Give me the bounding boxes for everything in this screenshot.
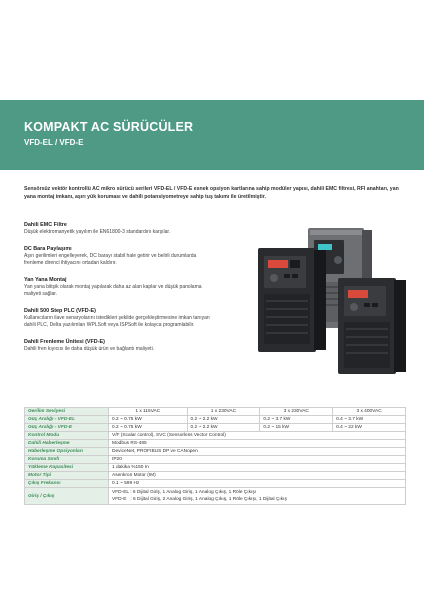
title-banner [0,100,424,170]
spec-label: Gerilim Seviyesi [25,408,109,416]
spec-cell: 0.2 ~ 0.75 kW [109,416,188,424]
feature-side-by-side [24,277,224,298]
spec-cell: 1 x 115VAC [109,408,188,416]
spec-label: Haberleşme Opsiyonları [25,448,109,456]
spec-label: Çıkış Frekansı [25,480,109,488]
feature-text: dahili PLC, Delta yazılımları WPLSoft veya ISPSoft ile kolayca programlabilir. [24,322,195,328]
feature-title: Dahili 500 Step PLC (VFD-E) [24,308,96,314]
spec-cell: 0.2 ~ 0.75 kW [109,424,188,432]
feature-text: Düşük elektromanyetik yayılım ile EN61800-3 standardını karşılar. [24,229,171,235]
table-row [25,432,406,440]
feature-text: Yan yana bitişik olarak montaj yapılarak daha az alan kaplar ve düşük panolama [24,284,202,290]
spec-label: Giriş / Çıkış [25,488,109,505]
spec-cell: 1 x 230VAC [187,408,260,416]
io-line-vfd-e: VFD-E : 6 Dijital Giriş, 2 Analog Giriş, 1 Analog Çıkış, 1 Röle Çıkışı, 1 Dijital Çıkış [112,497,287,502]
table-row [25,456,406,464]
spec-value: IP20 [109,456,406,464]
feature-title: DC Bara Paylaşımı [24,246,72,252]
spec-cell: 0.2 ~ 2.2 kW [187,416,260,424]
feature-text: Dahili fren kıyıcısı ile daha düşük ürün ve bağlantı maliyeti. [24,346,155,352]
table-row [25,464,406,472]
io-line-vfd-el: VFD-EL : 6 Dijital Giriş, 1 Analog Giriş, 1 Analog Çıkış, 1 Röle Çıkışı [112,490,257,495]
spec-cell: 0.2 ~ 2.2 kW [187,424,260,432]
spec-label: Kontrol Modu [25,432,109,440]
table-row [25,416,406,424]
feature-plc [24,308,224,329]
spec-cell: 0.2 ~ 15 kW [260,424,333,432]
spec-value: V/F (Scalar control), SVC (Sensorless Vector Control) [109,432,406,440]
feature-title: Dahili Frenleme Ünitesi (VFD-E) [24,339,105,345]
feature-text: frenleme direnci ihtiyacını ortadan kaldırır. [24,260,117,266]
table-row [25,440,406,448]
spec-cell: 3 x 230VAC [260,408,333,416]
spec-value: DeviceNet, PROFIBUS DP ve CANopen [109,448,406,456]
spec-cell: 0.4 ~ 3.7 kW [333,416,406,424]
spec-label: Dahili Haberleşme [25,440,109,448]
feature-brake-unit [24,339,224,353]
table-row [25,488,406,505]
feature-text: maliyeti sağlar. [24,291,58,297]
feature-title: Yan Yana Montaj [24,277,67,283]
feature-dc-bus [24,246,224,267]
spec-label: Yükleme Kapasitesi [25,464,109,472]
feature-text: Aşırı gerilimleri engelleyerek, DC barayı stabil hale getirir ve belirli durumlarda [24,253,197,259]
spec-value: Modbus RS-485 [109,440,406,448]
spec-label: Güç Aralığı - VFD-EL [25,416,109,424]
feature-emc-filter [24,222,224,236]
feature-text: Kullanıcıların ilave senaryolarını istedikleri şekilde gerçekleştirmesine imkan tanıyan [24,315,210,321]
spec-label: Güç Aralığı - VFD-E [25,424,109,432]
spec-label: Koruma Sınıfı [25,456,109,464]
table-row [25,448,406,456]
page-subtitle: VFD-EL / VFD-E [24,138,84,147]
table-row [25,472,406,480]
feature-title: Dahili EMC Filtre [24,222,67,228]
spec-value: Asenkron Motor (IM) [109,472,406,480]
table-row [25,424,406,432]
spec-cell: 0.2 ~ 3.7 kW [260,416,333,424]
spec-table [24,407,406,505]
spec-value: 1 dakika %150 In [109,464,406,472]
spec-value [109,488,406,505]
page-title: KOMPAKT AC SÜRÜCÜLER [24,120,194,134]
ac-drives-image [250,228,410,378]
spec-value: 0.1 ~ 599 Hz [109,480,406,488]
table-row [25,408,406,416]
spec-cell: 3 x 400VAC [333,408,406,416]
spec-label: Motor Tipi [25,472,109,480]
intro-paragraph: Sensörsüz vektör kontrollü AC mikro sürücü serileri VFD-EL / VFD-E esnek opsiyon kartlarına sahip modüler yapısı, dahili EMC filtresi, RFI anahtarı, yan yana montaj imkanı, aşırı yük koruması ve dahili potansiyometreye sahip tuş takımı ile üretilmiştir. [24,186,399,200]
spec-cell: 0.4 ~ 22 kW [333,424,406,432]
table-row [25,480,406,488]
